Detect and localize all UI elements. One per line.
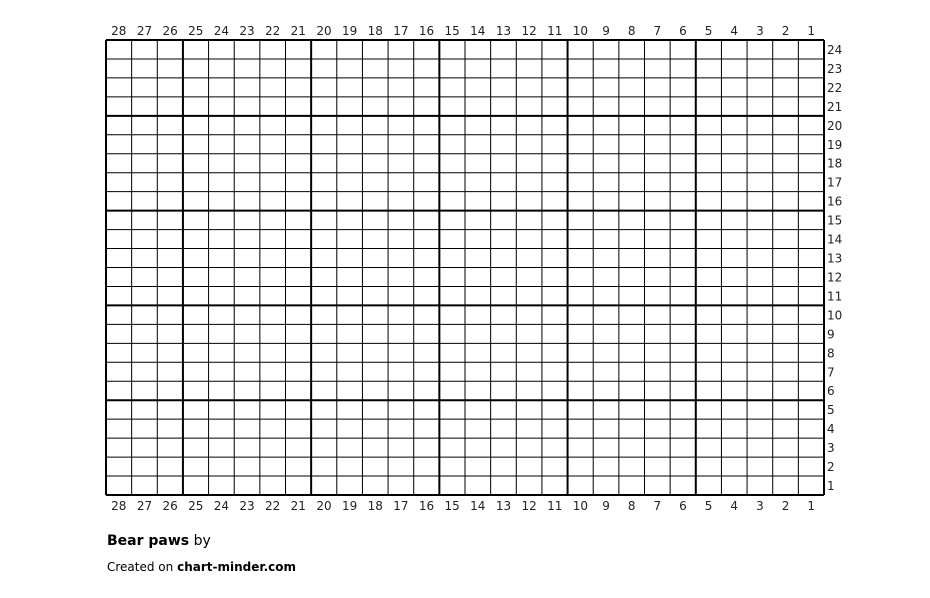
- column-label-top: 25: [188, 24, 204, 38]
- column-label-top: 13: [495, 24, 512, 38]
- column-label-bottom: 18: [367, 499, 383, 513]
- column-label-bottom: 9: [602, 499, 610, 513]
- column-label-bottom: 17: [393, 499, 409, 513]
- row-label: 11: [827, 289, 843, 304]
- row-label: 18: [827, 156, 843, 171]
- column-label-bottom: 10: [572, 499, 589, 513]
- row-label: 14: [827, 232, 843, 247]
- column-label-top: 3: [756, 24, 764, 38]
- row-label: 17: [827, 175, 843, 190]
- column-label-top: 27: [136, 24, 153, 38]
- chart-title: Bear paws: [107, 533, 190, 549]
- column-label-bottom: 3: [756, 499, 764, 513]
- column-label-bottom: 24: [213, 499, 230, 513]
- row-label: 13: [827, 251, 843, 266]
- column-label-bottom: 28: [111, 499, 127, 513]
- column-label-top: 19: [341, 24, 358, 38]
- row-label: 24: [827, 42, 843, 57]
- column-label-top: 20: [316, 24, 332, 38]
- column-label-top: 23: [239, 24, 255, 38]
- column-label-top: 9: [602, 24, 610, 38]
- column-label-bottom: 14: [470, 499, 486, 513]
- column-label-bottom: 2: [781, 499, 790, 513]
- row-label: 12: [827, 270, 843, 285]
- column-label-top: 17: [393, 24, 409, 38]
- column-label-top: 7: [653, 24, 662, 38]
- row-label: 10: [827, 308, 843, 323]
- column-label-bottom: 26: [162, 499, 178, 513]
- column-label-top: 5: [704, 24, 713, 38]
- row-label: 8: [827, 346, 835, 361]
- column-label-bottom: 22: [265, 499, 281, 513]
- column-label-bottom: 11: [547, 499, 563, 513]
- column-label-bottom: 21: [290, 499, 306, 513]
- chart-credit: [107, 560, 296, 574]
- column-label-top: 18: [367, 24, 383, 38]
- row-label: 20: [827, 118, 843, 133]
- row-label: 2: [827, 460, 835, 475]
- column-label-top: 1: [807, 24, 815, 38]
- column-label-top: 11: [547, 24, 563, 38]
- column-label-top: 16: [418, 24, 435, 38]
- column-label-bottom: 12: [521, 499, 537, 513]
- column-label-top: 12: [521, 24, 537, 38]
- row-label: 3: [827, 441, 835, 456]
- column-label-top: 22: [265, 24, 281, 38]
- column-label-top: 6: [679, 24, 687, 38]
- chart-title-line: [107, 533, 211, 549]
- column-label-bottom: 7: [653, 499, 662, 513]
- column-label-top: 14: [470, 24, 486, 38]
- column-label-bottom: 13: [495, 499, 512, 513]
- column-label-bottom: 15: [444, 499, 460, 513]
- column-label-bottom: 5: [704, 499, 713, 513]
- row-label: 7: [827, 365, 835, 380]
- column-label-top: 28: [111, 24, 127, 38]
- row-label: 22: [827, 80, 843, 95]
- column-label-top: 2: [781, 24, 790, 38]
- column-label-top: 26: [162, 24, 178, 38]
- column-label-bottom: 4: [730, 499, 739, 513]
- row-label: 23: [827, 61, 843, 76]
- row-label: 6: [827, 384, 835, 399]
- row-label: 16: [827, 194, 843, 209]
- row-label: 19: [827, 137, 843, 152]
- column-label-bottom: 16: [418, 499, 435, 513]
- column-label-top: 10: [572, 24, 589, 38]
- column-label-top: 8: [627, 24, 636, 38]
- row-label: 5: [827, 403, 835, 418]
- row-label: 4: [827, 422, 835, 437]
- column-label-top: 21: [290, 24, 306, 38]
- column-label-bottom: 6: [679, 499, 687, 513]
- row-label: 15: [827, 213, 843, 228]
- site-link[interactable]: chart-minder.com: [177, 560, 296, 574]
- row-label: 21: [827, 99, 843, 114]
- created-on-text: Created on: [107, 560, 174, 574]
- column-label-top: 4: [730, 24, 739, 38]
- column-label-bottom: 8: [627, 499, 636, 513]
- column-label-bottom: 25: [188, 499, 204, 513]
- column-label-bottom: 23: [239, 499, 255, 513]
- row-label: 1: [827, 479, 835, 494]
- column-label-bottom: 20: [316, 499, 332, 513]
- column-label-top: 15: [444, 24, 460, 38]
- column-label-top: 24: [213, 24, 230, 38]
- column-label-bottom: 19: [341, 499, 358, 513]
- column-label-bottom: 27: [136, 499, 153, 513]
- chart-author-by: by: [193, 533, 211, 549]
- row-label: 9: [827, 327, 835, 342]
- column-label-bottom: 1: [807, 499, 815, 513]
